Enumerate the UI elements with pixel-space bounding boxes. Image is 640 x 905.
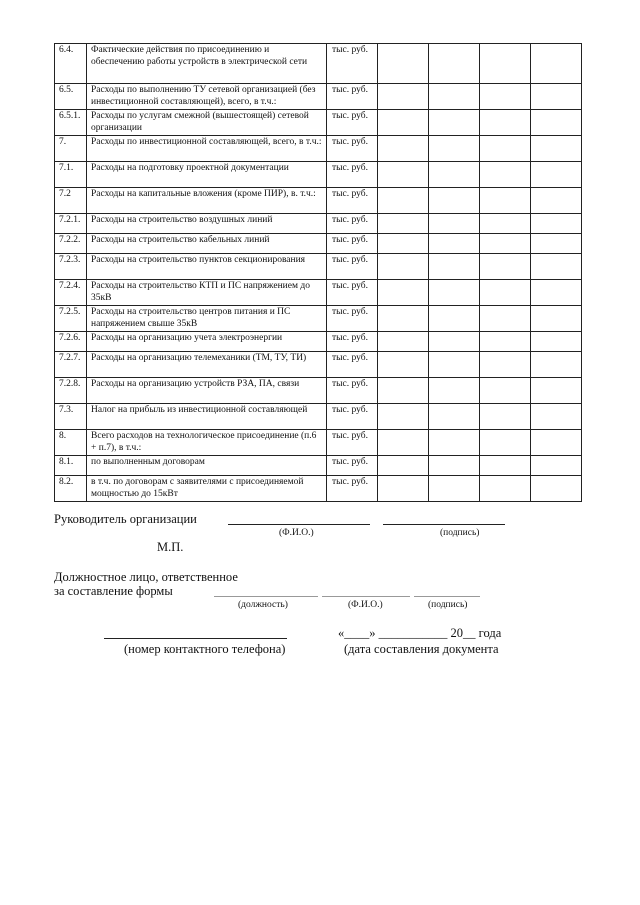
value-cell — [378, 44, 429, 84]
value-cell — [480, 84, 531, 110]
table-row — [55, 110, 582, 136]
date-caption: (дата составления документа — [344, 642, 499, 656]
row-number: 7.2.4. — [55, 280, 87, 306]
row-unit: тыс. руб. — [327, 214, 378, 234]
value-cell — [480, 306, 531, 332]
phone-caption: (номер контактного телефона) — [124, 642, 286, 656]
value-cell — [429, 404, 480, 430]
row-number: 7.2.3. — [55, 254, 87, 280]
table-row — [55, 280, 582, 306]
row-name: Расходы по выполнению ТУ сетевой организацией (без инвестиционной составляющей), всего, в т.ч.: — [87, 84, 327, 110]
value-cell — [429, 110, 480, 136]
row-number: 7.2.6. — [55, 332, 87, 352]
value-cell — [480, 162, 531, 188]
value-cell — [429, 332, 480, 352]
row-unit: тыс. руб. — [327, 188, 378, 214]
sign-caption: (подпись) — [440, 528, 480, 538]
value-cell — [480, 136, 531, 162]
row-unit: тыс. руб. — [327, 234, 378, 254]
value-cell — [429, 44, 480, 84]
official-label-2: за составление формы — [54, 584, 173, 598]
value-cell — [378, 430, 429, 456]
table-row — [55, 476, 582, 502]
value-cell — [378, 188, 429, 214]
value-cell — [480, 188, 531, 214]
value-cell — [531, 234, 582, 254]
row-unit: тыс. руб. — [327, 110, 378, 136]
table-row — [55, 188, 582, 214]
table-row — [55, 352, 582, 378]
value-cell — [531, 476, 582, 502]
value-cell — [531, 404, 582, 430]
value-cell — [531, 136, 582, 162]
row-name: Расходы на строительство КТП и ПС напряжением до 35кВ — [87, 280, 327, 306]
value-cell — [480, 214, 531, 234]
table-row — [55, 430, 582, 456]
row-name: Расходы на организацию учета электроэнергии — [87, 332, 327, 352]
value-cell — [480, 44, 531, 84]
row-unit: тыс. руб. — [327, 162, 378, 188]
value-cell — [378, 378, 429, 404]
value-cell — [429, 352, 480, 378]
value-cell — [531, 378, 582, 404]
official-sign-line — [414, 596, 480, 597]
head-fio-line — [228, 524, 370, 525]
table-row — [55, 378, 582, 404]
value-cell — [429, 456, 480, 476]
row-unit: тыс. руб. — [327, 404, 378, 430]
row-number: 6.5. — [55, 84, 87, 110]
row-name: Расходы на строительство воздушных линий — [87, 214, 327, 234]
value-cell — [429, 430, 480, 456]
value-cell — [531, 280, 582, 306]
table-row — [55, 214, 582, 234]
value-cell — [429, 476, 480, 502]
table-row — [55, 162, 582, 188]
official-fio-line — [322, 596, 410, 597]
row-name: Всего расходов на технологическое присоединение (п.6 + п.7), в т.ч.: — [87, 430, 327, 456]
fio-caption: (Ф.И.О.) — [279, 528, 314, 538]
value-cell — [531, 84, 582, 110]
row-unit: тыс. руб. — [327, 280, 378, 306]
row-unit: тыс. руб. — [327, 332, 378, 352]
value-cell — [378, 136, 429, 162]
value-cell — [378, 162, 429, 188]
row-name: Расходы по услугам смежной (вышестоящей) сетевой организации — [87, 110, 327, 136]
row-number: 8.1. — [55, 456, 87, 476]
value-cell — [531, 214, 582, 234]
value-cell — [429, 378, 480, 404]
row-unit: тыс. руб. — [327, 84, 378, 110]
row-unit: тыс. руб. — [327, 378, 378, 404]
table-row — [55, 44, 582, 84]
value-cell — [531, 162, 582, 188]
value-cell — [378, 214, 429, 234]
value-cell — [429, 162, 480, 188]
value-cell — [531, 44, 582, 84]
table-row — [55, 306, 582, 332]
value-cell — [378, 234, 429, 254]
row-name: в т.ч. по договорам с заявителями с присоединяемой мощностью до 15кВт — [87, 476, 327, 502]
official-position-line — [214, 596, 318, 597]
row-number: 8. — [55, 430, 87, 456]
row-name: Расходы на организацию устройств РЗА, ПА, связи — [87, 378, 327, 404]
value-cell — [429, 254, 480, 280]
value-cell — [378, 352, 429, 378]
value-cell — [429, 84, 480, 110]
row-number: 7.2 — [55, 188, 87, 214]
row-number: 7.1. — [55, 162, 87, 188]
row-number: 7.2.5. — [55, 306, 87, 332]
value-cell — [378, 456, 429, 476]
row-number: 7.2.1. — [55, 214, 87, 234]
row-unit: тыс. руб. — [327, 430, 378, 456]
table-row — [55, 254, 582, 280]
value-cell — [531, 456, 582, 476]
value-cell — [531, 332, 582, 352]
head-sign-line — [383, 524, 505, 525]
table-row — [55, 456, 582, 476]
value-cell — [480, 234, 531, 254]
row-number: 6.5.1. — [55, 110, 87, 136]
value-cell — [378, 84, 429, 110]
row-unit: тыс. руб. — [327, 254, 378, 280]
value-cell — [480, 110, 531, 136]
row-name: Фактические действия по присоединению и обеспечению работы устройств в электрической сети — [87, 44, 327, 84]
official-fio-caption: (Ф.И.О.) — [348, 600, 383, 610]
value-cell — [531, 188, 582, 214]
value-cell — [378, 306, 429, 332]
row-number: 7.3. — [55, 404, 87, 430]
phone-line — [104, 638, 287, 639]
value-cell — [480, 404, 531, 430]
row-number: 7.2.8. — [55, 378, 87, 404]
value-cell — [429, 214, 480, 234]
value-cell — [480, 332, 531, 352]
row-unit: тыс. руб. — [327, 306, 378, 332]
value-cell — [378, 332, 429, 352]
value-cell — [378, 404, 429, 430]
row-number: 7.2.7. — [55, 352, 87, 378]
row-name: Расходы на подготовку проектной документации — [87, 162, 327, 188]
value-cell — [531, 306, 582, 332]
table-row — [55, 234, 582, 254]
value-cell — [378, 476, 429, 502]
value-cell — [429, 306, 480, 332]
value-cell — [429, 280, 480, 306]
value-cell — [378, 254, 429, 280]
row-name: Расходы на строительство пунктов секционирования — [87, 254, 327, 280]
value-cell — [480, 456, 531, 476]
value-cell — [378, 110, 429, 136]
date-line: «____» ___________ 20__ года — [338, 626, 502, 640]
official-label-1: Должностное лицо, ответственное — [54, 570, 238, 584]
table-row — [55, 332, 582, 352]
value-cell — [480, 352, 531, 378]
table-row — [55, 84, 582, 110]
cost-table — [54, 43, 582, 502]
value-cell — [531, 110, 582, 136]
row-number: 7. — [55, 136, 87, 162]
row-name: Расходы на капитальные вложения (кроме ПИР), в. т.ч.: — [87, 188, 327, 214]
row-name: Расходы на строительство центров питания и ПС напряжением свыше 35кВ — [87, 306, 327, 332]
value-cell — [531, 254, 582, 280]
row-name: Расходы на организацию телемеханики (ТМ, ТУ, ТИ) — [87, 352, 327, 378]
official-sign-caption: (подпись) — [428, 600, 468, 610]
row-number: 6.4. — [55, 44, 87, 84]
cost-table-body — [55, 44, 582, 502]
row-name: Расходы по инвестиционной составляющей, всего, в т.ч.: — [87, 136, 327, 162]
stamp-label: М.П. — [157, 540, 184, 554]
head-label: Руководитель организации — [54, 512, 197, 526]
row-unit: тыс. руб. — [327, 352, 378, 378]
row-unit: тыс. руб. — [327, 476, 378, 502]
table-row — [55, 136, 582, 162]
row-unit: тыс. руб. — [327, 456, 378, 476]
row-unit: тыс. руб. — [327, 136, 378, 162]
table-row — [55, 404, 582, 430]
value-cell — [429, 136, 480, 162]
row-unit: тыс. руб. — [327, 44, 378, 84]
value-cell — [480, 280, 531, 306]
value-cell — [480, 430, 531, 456]
position-caption: (должность) — [238, 600, 288, 610]
value-cell — [531, 352, 582, 378]
row-name: Расходы на строительство кабельных линий — [87, 234, 327, 254]
row-number: 7.2.2. — [55, 234, 87, 254]
value-cell — [480, 476, 531, 502]
row-name: Налог на прибыль из инвестиционной составляющей — [87, 404, 327, 430]
value-cell — [480, 378, 531, 404]
row-name: по выполненным договорам — [87, 456, 327, 476]
value-cell — [531, 430, 582, 456]
row-number: 8.2. — [55, 476, 87, 502]
value-cell — [429, 188, 480, 214]
value-cell — [429, 234, 480, 254]
value-cell — [480, 254, 531, 280]
value-cell — [378, 280, 429, 306]
